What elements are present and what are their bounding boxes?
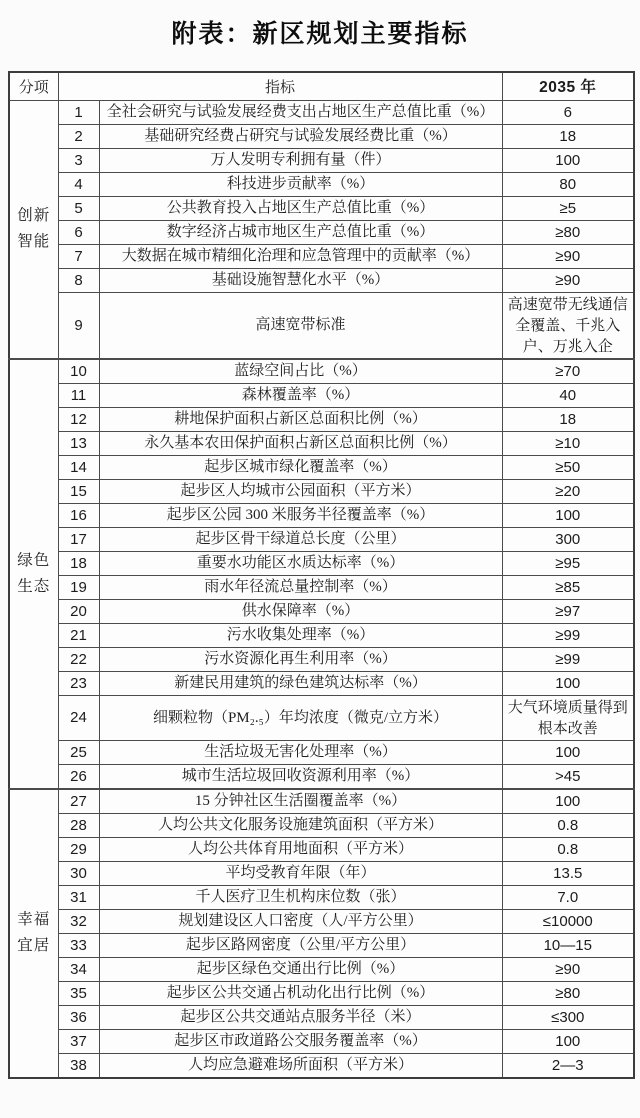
indicator-cell: 起步区市政道路公交服务覆盖率（%） bbox=[99, 1029, 502, 1053]
row-number-cell: 24 bbox=[58, 695, 99, 740]
row-number-cell: 17 bbox=[58, 527, 99, 551]
indicator-cell: 起步区人均城市公园面积（平方米） bbox=[99, 479, 502, 503]
value-cell: 18 bbox=[502, 124, 634, 148]
indicator-cell: 万人发明专利拥有量（件） bbox=[99, 148, 502, 172]
table-row bbox=[9, 861, 634, 885]
header-indicator: 指标 bbox=[58, 72, 502, 100]
table-row bbox=[9, 124, 634, 148]
category-label: 创新智能 bbox=[17, 207, 51, 250]
indicator-cell: 数字经济占城市地区生产总值比重（%） bbox=[99, 220, 502, 244]
value-cell: 0.8 bbox=[502, 837, 634, 861]
table-row bbox=[9, 268, 634, 292]
indicator-cell: 新建民用建筑的绿色建筑达标率（%） bbox=[99, 671, 502, 695]
row-number-cell: 9 bbox=[58, 292, 99, 359]
row-number-cell: 14 bbox=[58, 455, 99, 479]
row-number-cell: 3 bbox=[58, 148, 99, 172]
row-number-cell: 22 bbox=[58, 647, 99, 671]
table-row bbox=[9, 623, 634, 647]
indicator-cell: 起步区公共交通站点服务半径（米） bbox=[99, 1005, 502, 1029]
value-cell: 高速宽带无线通信全覆盖、千兆入户、万兆入企 bbox=[502, 292, 634, 359]
indicator-cell: 高速宽带标准 bbox=[99, 292, 502, 359]
value-cell: 40 bbox=[502, 383, 634, 407]
header-year-2035: 2035 年 bbox=[502, 72, 634, 100]
row-number-cell: 36 bbox=[58, 1005, 99, 1029]
category-cell bbox=[9, 100, 58, 359]
value-cell: ≥20 bbox=[502, 479, 634, 503]
row-number-cell: 7 bbox=[58, 244, 99, 268]
value-cell: ≥5 bbox=[502, 196, 634, 220]
indicator-cell: 细颗粒物（PM₂.₅）年均浓度（微克/立方米） bbox=[99, 695, 502, 740]
row-number-cell: 29 bbox=[58, 837, 99, 861]
table-row bbox=[9, 407, 634, 431]
row-number-cell: 4 bbox=[58, 172, 99, 196]
table-row bbox=[9, 479, 634, 503]
value-cell: 100 bbox=[502, 148, 634, 172]
table-row bbox=[9, 647, 634, 671]
indicator-cell: 人均公共体育用地面积（平方米） bbox=[99, 837, 502, 861]
table-row bbox=[9, 172, 634, 196]
value-cell: ≥99 bbox=[502, 647, 634, 671]
row-number-cell: 35 bbox=[58, 981, 99, 1005]
table-row bbox=[9, 789, 634, 814]
value-cell: 100 bbox=[502, 503, 634, 527]
table-row bbox=[9, 813, 634, 837]
table-row bbox=[9, 764, 634, 789]
table-row bbox=[9, 551, 634, 575]
value-cell: 100 bbox=[502, 789, 634, 814]
category-label: 幸福宜居 bbox=[17, 911, 51, 954]
value-cell: 300 bbox=[502, 527, 634, 551]
row-number-cell: 27 bbox=[58, 789, 99, 814]
value-cell: 10—15 bbox=[502, 933, 634, 957]
indicator-cell: 城市生活垃圾回收资源利用率（%） bbox=[99, 764, 502, 789]
category-cell bbox=[9, 789, 58, 1078]
value-cell: ≥97 bbox=[502, 599, 634, 623]
value-cell: 6 bbox=[502, 100, 634, 124]
indicator-cell: 污水资源化再生利用率（%） bbox=[99, 647, 502, 671]
value-cell: 100 bbox=[502, 740, 634, 764]
indicator-cell: 起步区公园 300 米服务半径覆盖率（%） bbox=[99, 503, 502, 527]
category-cell bbox=[9, 359, 58, 789]
value-cell: ≥80 bbox=[502, 981, 634, 1005]
row-number-cell: 12 bbox=[58, 407, 99, 431]
table-row bbox=[9, 575, 634, 599]
row-number-cell: 31 bbox=[58, 885, 99, 909]
table-row bbox=[9, 196, 634, 220]
value-cell: ≥85 bbox=[502, 575, 634, 599]
table-row bbox=[9, 148, 634, 172]
indicator-cell: 公共教育投入占地区生产总值比重（%） bbox=[99, 196, 502, 220]
table-row bbox=[9, 383, 634, 407]
indicator-cell: 大数据在城市精细化治理和应急管理中的贡献率（%） bbox=[99, 244, 502, 268]
value-cell: 80 bbox=[502, 172, 634, 196]
row-number-cell: 34 bbox=[58, 957, 99, 981]
indicator-cell: 永久基本农田保护面积占新区总面积比例（%） bbox=[99, 431, 502, 455]
indicator-cell: 蓝绿空间占比（%） bbox=[99, 359, 502, 384]
indicator-cell: 规划建设区人口密度（人/平方公里） bbox=[99, 909, 502, 933]
indicator-cell: 科技进步贡献率（%） bbox=[99, 172, 502, 196]
value-cell: >45 bbox=[502, 764, 634, 789]
indicator-cell: 基础研究经费占研究与试验发展经费比重（%） bbox=[99, 124, 502, 148]
table-row bbox=[9, 1053, 634, 1078]
table-row bbox=[9, 695, 634, 740]
table-row bbox=[9, 1005, 634, 1029]
value-cell: 大气环境质量得到根本改善 bbox=[502, 695, 634, 740]
value-cell: 2—3 bbox=[502, 1053, 634, 1078]
indicator-cell: 森林覆盖率（%） bbox=[99, 383, 502, 407]
indicator-cell: 全社会研究与试验发展经费支出占地区生产总值比重（%） bbox=[99, 100, 502, 124]
table-row bbox=[9, 455, 634, 479]
page-title: 附表：新区规划主要指标 bbox=[171, 20, 469, 48]
value-cell: 18 bbox=[502, 407, 634, 431]
table-row bbox=[9, 359, 634, 384]
value-cell: 7.0 bbox=[502, 885, 634, 909]
indicator-cell: 起步区城市绿化覆盖率（%） bbox=[99, 455, 502, 479]
value-cell: ≤10000 bbox=[502, 909, 634, 933]
indicator-cell: 15 分钟社区生活圈覆盖率（%） bbox=[99, 789, 502, 814]
value-cell: ≥80 bbox=[502, 220, 634, 244]
row-number-cell: 38 bbox=[58, 1053, 99, 1078]
row-number-cell: 33 bbox=[58, 933, 99, 957]
row-number-cell: 19 bbox=[58, 575, 99, 599]
row-number-cell: 25 bbox=[58, 740, 99, 764]
table-row bbox=[9, 220, 634, 244]
table-row bbox=[9, 527, 634, 551]
value-cell: ≥90 bbox=[502, 957, 634, 981]
indicator-cell: 雨水年径流总量控制率（%） bbox=[99, 575, 502, 599]
row-number-cell: 18 bbox=[58, 551, 99, 575]
row-number-cell: 20 bbox=[58, 599, 99, 623]
table-body bbox=[9, 100, 634, 1078]
row-number-cell: 2 bbox=[58, 124, 99, 148]
row-number-cell: 13 bbox=[58, 431, 99, 455]
indicator-cell: 耕地保护面积占新区总面积比例（%） bbox=[99, 407, 502, 431]
header-category: 分项 bbox=[9, 72, 58, 100]
value-cell: 13.5 bbox=[502, 861, 634, 885]
indicator-cell: 起步区骨干绿道总长度（公里） bbox=[99, 527, 502, 551]
row-number-cell: 26 bbox=[58, 764, 99, 789]
value-cell: ≥90 bbox=[502, 244, 634, 268]
value-cell: ≥10 bbox=[502, 431, 634, 455]
value-cell: ≥70 bbox=[502, 359, 634, 384]
indicator-cell: 基础设施智慧化水平（%） bbox=[99, 268, 502, 292]
indicator-cell: 人均公共文化服务设施建筑面积（平方米） bbox=[99, 813, 502, 837]
indicator-cell: 人均应急避难场所面积（平方米） bbox=[99, 1053, 502, 1078]
row-number-cell: 16 bbox=[58, 503, 99, 527]
row-number-cell: 8 bbox=[58, 268, 99, 292]
indicator-cell: 千人医疗卫生机构床位数（张） bbox=[99, 885, 502, 909]
table-row bbox=[9, 1029, 634, 1053]
row-number-cell: 21 bbox=[58, 623, 99, 647]
table-row bbox=[9, 740, 634, 764]
row-number-cell: 5 bbox=[58, 196, 99, 220]
table-row bbox=[9, 933, 634, 957]
table-row bbox=[9, 981, 634, 1005]
value-cell: ≥90 bbox=[502, 268, 634, 292]
row-number-cell: 30 bbox=[58, 861, 99, 885]
value-cell: ≥50 bbox=[502, 455, 634, 479]
row-number-cell: 10 bbox=[58, 359, 99, 384]
table-header bbox=[9, 72, 634, 100]
row-number-cell: 1 bbox=[58, 100, 99, 124]
indicator-cell: 污水收集处理率（%） bbox=[99, 623, 502, 647]
indicator-cell: 供水保障率（%） bbox=[99, 599, 502, 623]
category-label: 绿色生态 bbox=[17, 551, 51, 595]
row-number-cell: 28 bbox=[58, 813, 99, 837]
row-number-cell: 23 bbox=[58, 671, 99, 695]
value-cell: ≥99 bbox=[502, 623, 634, 647]
table-row bbox=[9, 503, 634, 527]
value-cell: 100 bbox=[502, 671, 634, 695]
indicator-cell: 起步区路网密度（公里/平方公里） bbox=[99, 933, 502, 957]
table-row bbox=[9, 909, 634, 933]
indicator-cell: 重要水功能区水质达标率（%） bbox=[99, 551, 502, 575]
table-row bbox=[9, 671, 634, 695]
indicator-table bbox=[8, 71, 635, 1079]
table-row bbox=[9, 292, 634, 359]
table-row bbox=[9, 244, 634, 268]
value-cell: ≥95 bbox=[502, 551, 634, 575]
row-number-cell: 37 bbox=[58, 1029, 99, 1053]
table-row bbox=[9, 100, 634, 124]
value-cell: ≤300 bbox=[502, 1005, 634, 1029]
value-cell: 0.8 bbox=[502, 813, 634, 837]
value-cell: 100 bbox=[502, 1029, 634, 1053]
row-number-cell: 11 bbox=[58, 383, 99, 407]
table-row bbox=[9, 885, 634, 909]
row-number-cell: 15 bbox=[58, 479, 99, 503]
table-row bbox=[9, 837, 634, 861]
indicator-cell: 平均受教育年限（年） bbox=[99, 861, 502, 885]
indicator-cell: 起步区公共交通占机动化出行比例（%） bbox=[99, 981, 502, 1005]
row-number-cell: 32 bbox=[58, 909, 99, 933]
table-row bbox=[9, 431, 634, 455]
header-row bbox=[9, 72, 634, 100]
table-row bbox=[9, 957, 634, 981]
table-row bbox=[9, 599, 634, 623]
row-number-cell: 6 bbox=[58, 220, 99, 244]
indicator-cell: 起步区绿色交通出行比例（%） bbox=[99, 957, 502, 981]
indicator-cell: 生活垃圾无害化处理率（%） bbox=[99, 740, 502, 764]
